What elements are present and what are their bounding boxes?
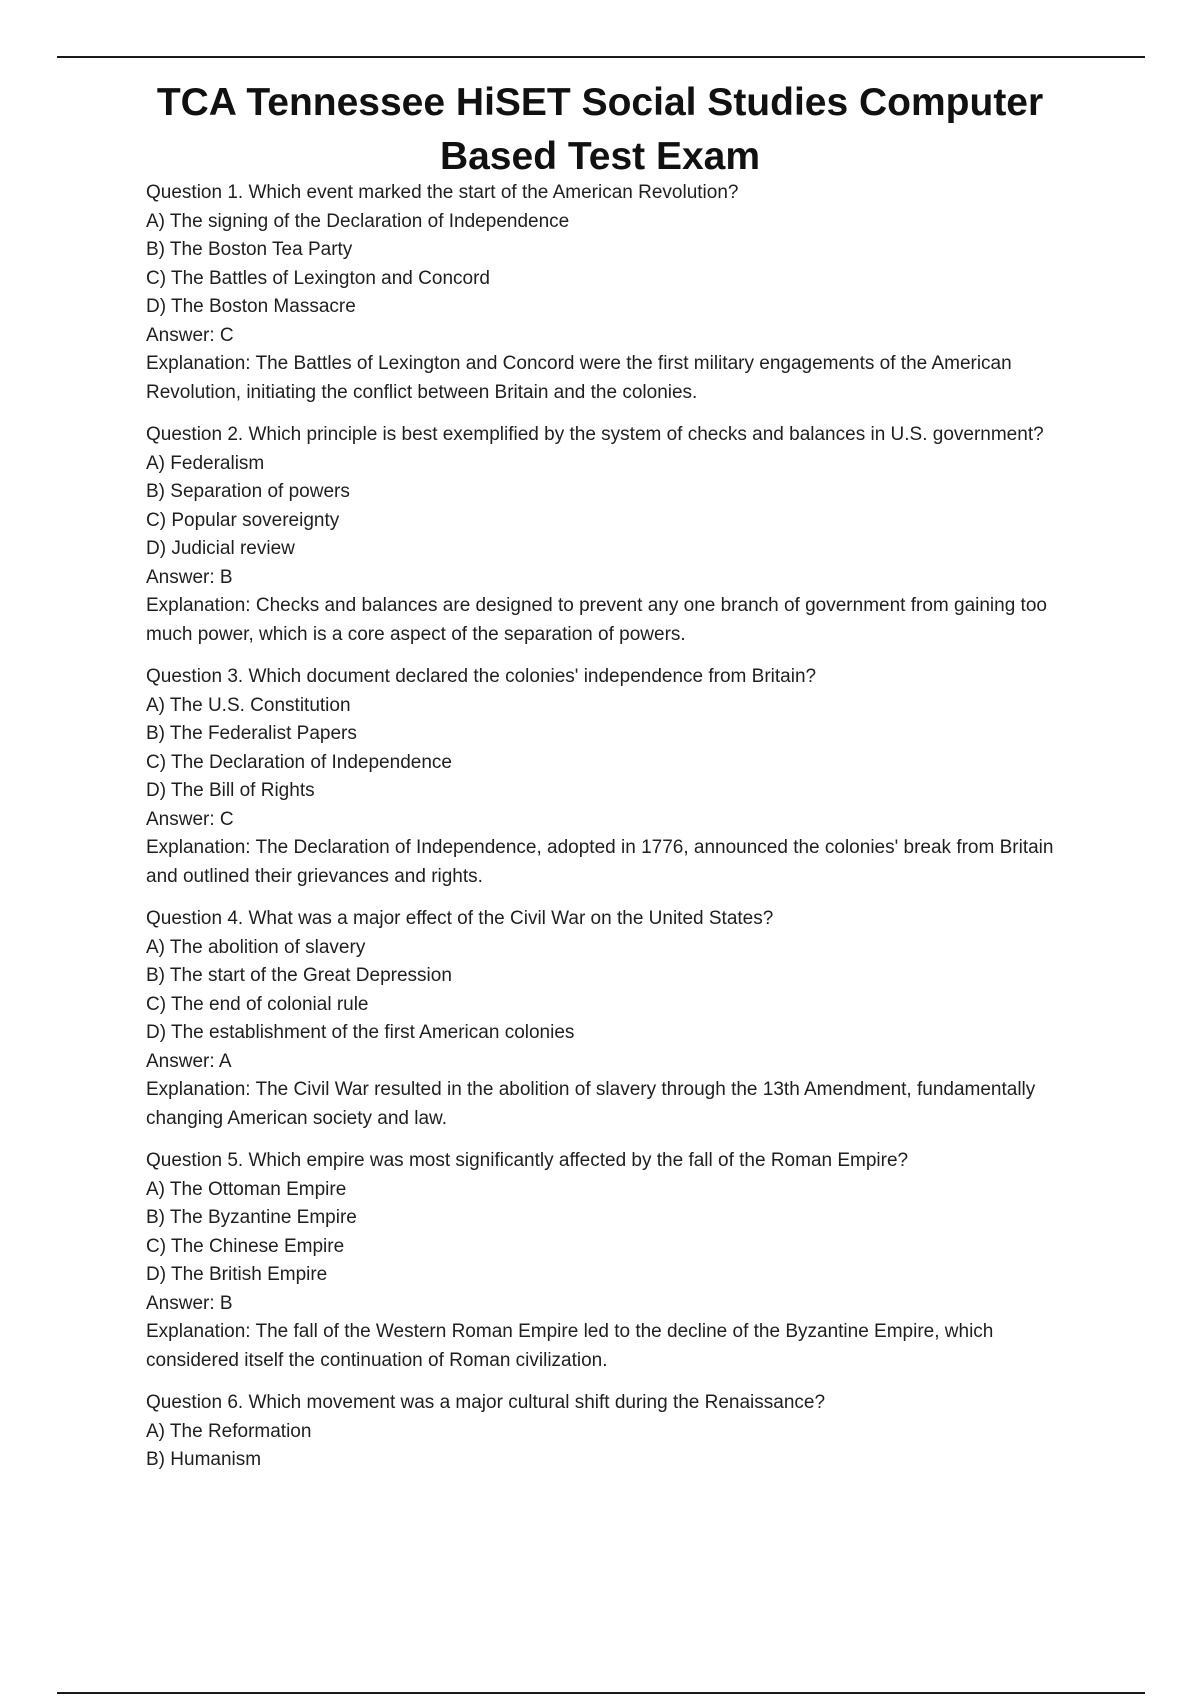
answer-option: C) The end of colonial rule	[146, 993, 369, 1015]
answer-option: C) The Battles of Lexington and Concord	[146, 267, 490, 289]
question-block	[146, 1389, 1086, 1475]
answer-option: C) Popular sovereignty	[146, 509, 340, 531]
answer-option: B) The Boston Tea Party	[146, 239, 353, 260]
answer-option: D) The Boston Massacre	[146, 296, 356, 317]
question-block	[146, 1147, 1086, 1375]
explanation: Explanation: The Declaration of Independence, adopted in 1776, announced the colonies' break from Britain and outlined their grievances and rights.	[146, 837, 1054, 887]
answer-key: Answer: C	[146, 324, 234, 346]
explanation: Explanation: The fall of the Western Roman Empire led to the decline of the Byzantine Empire, which considered itself the continuation of Roman civilization.	[146, 1321, 994, 1371]
answer-option: A) The U.S. Constitution	[146, 694, 351, 716]
answer-option: A) Federalism	[146, 452, 265, 474]
answer-option: C) The Chinese Empire	[146, 1235, 345, 1257]
explanation: Explanation: Checks and balances are designed to prevent any one branch of government from gaining too much power, which is a core aspect of the separation of powers.	[146, 595, 1047, 645]
question-text: Question 4. What was a major effect of the Civil War on the United States?	[146, 908, 774, 929]
question-text: Question 5. Which empire was most significantly affected by the fall of the Roman Empire?	[146, 1150, 909, 1171]
answer-key: Answer: A	[146, 1050, 232, 1072]
document-title: TCA Tennessee HiSET Social Studies Computer Based Test Exam	[156, 81, 1044, 178]
question-block	[146, 179, 1086, 407]
question-text: Question 2. Which principle is best exemplified by the system of checks and balances in U.S. government?	[146, 424, 1044, 445]
question-text: Question 6. Which movement was a major cultural shift during the Renaissance?	[146, 1392, 826, 1413]
answer-option: B) Separation of powers	[146, 481, 350, 502]
answer-option: C) The Declaration of Independence	[146, 751, 452, 773]
answer-key: Answer: B	[146, 566, 233, 588]
question-block	[146, 905, 1086, 1133]
question-block	[146, 421, 1086, 649]
bottom-rule	[57, 1692, 1145, 1694]
explanation: Explanation: The Civil War resulted in the abolition of slavery through the 13th Amendment, fundamentally changing American society and law.	[146, 1079, 1036, 1129]
answer-option: B) The start of the Great Depression	[146, 965, 452, 986]
question-text: Question 3. Which document declared the colonies' independence from Britain?	[146, 666, 817, 687]
answer-option: A) The Ottoman Empire	[146, 1178, 347, 1200]
answer-option: D) Judicial review	[146, 538, 295, 559]
question-block	[146, 663, 1086, 891]
explanation: Explanation: The Battles of Lexington and Concord were the first military engagements of the American Revolution, initiating the conflict between Britain and the colonies.	[146, 353, 1012, 403]
answer-key: Answer: C	[146, 808, 234, 830]
answer-option: A) The signing of the Declaration of Independence	[146, 210, 570, 232]
document-body	[146, 179, 1086, 1489]
answer-option: A) The abolition of slavery	[146, 936, 366, 958]
answer-option: D) The British Empire	[146, 1264, 328, 1285]
answer-option: B) Humanism	[146, 1449, 262, 1470]
answer-option: D) The Bill of Rights	[146, 780, 315, 801]
answer-option: B) The Federalist Papers	[146, 723, 357, 744]
answer-option: D) The establishment of the first American colonies	[146, 1022, 575, 1043]
answer-key: Answer: B	[146, 1292, 233, 1314]
top-rule	[57, 56, 1145, 58]
question-text: Question 1. Which event marked the start of the American Revolution?	[146, 182, 739, 203]
answer-option: A) The Reformation	[146, 1420, 312, 1442]
answer-option: B) The Byzantine Empire	[146, 1207, 357, 1228]
